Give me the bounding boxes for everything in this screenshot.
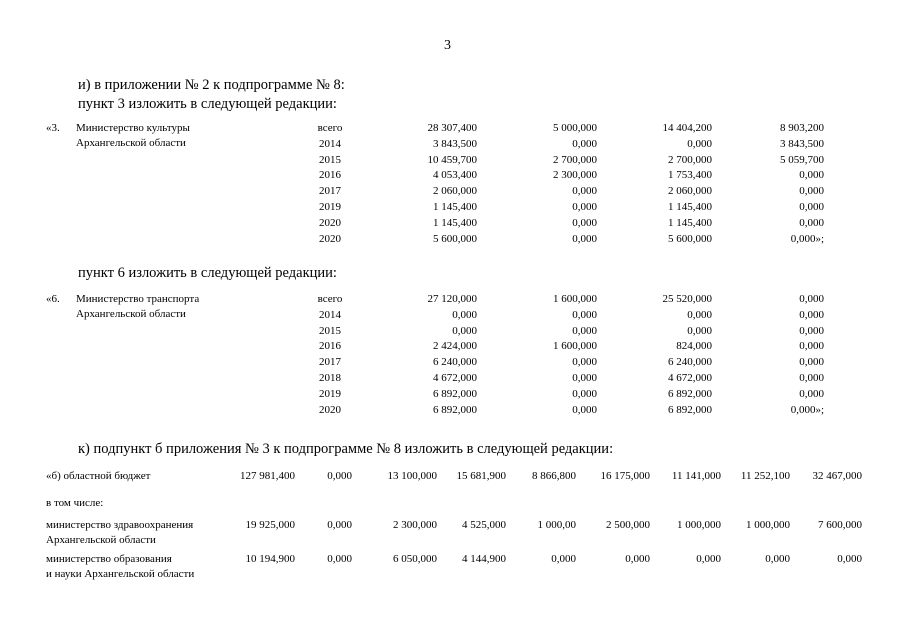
item6-cell-c: 6 240,000 xyxy=(668,356,712,369)
item6-org-line-1: Министерство транспорта xyxy=(76,293,200,305)
item6-cell-d: 0,000 xyxy=(799,324,824,337)
item3-cell-label: 2016 xyxy=(319,169,341,182)
item3-org-line-2: Архангельской области xyxy=(76,137,186,149)
item6-cell-d: 0,000 xyxy=(799,340,824,353)
item3-cell-label: 2015 xyxy=(319,153,341,166)
item3-cell-b: 0,000 xyxy=(572,185,597,198)
education-value: 10 194,900 xyxy=(245,553,295,565)
item3-number: «3. xyxy=(46,122,60,134)
item3-cell-c: 1 145,400 xyxy=(668,201,712,213)
item6-cell-a: 0,000 xyxy=(452,324,477,337)
item6-cell-label: 2019 xyxy=(319,387,341,400)
budget-value: 11 141,000 xyxy=(671,470,721,482)
item3-cell-label: 2019 xyxy=(319,201,341,213)
item6-cell-a: 6 240,000 xyxy=(433,356,477,369)
item3-cell-b: 0,000 xyxy=(572,232,597,245)
item6-cell-b: 0,000 xyxy=(572,324,597,337)
item6-cell-c: 6 892,000 xyxy=(668,387,712,400)
budget-value: 32 467,000 xyxy=(812,470,862,482)
item6-cell-a: 0,000 xyxy=(452,308,477,321)
item6-cell-d: 0,000»; xyxy=(790,403,824,416)
item3-cell-label: 2020 xyxy=(319,232,341,245)
budget-value: 15 681,900 xyxy=(456,470,506,482)
item3-cell-d: 0,000 xyxy=(799,169,824,182)
item3-cell-label: 2014 xyxy=(319,137,341,150)
education-ministry-line-1: министерство образования xyxy=(46,553,172,565)
item6-org-line-2: Архангельской области xyxy=(76,308,186,320)
item6-cell-d: 0,000 xyxy=(799,293,824,305)
item6-cell-c: 25 520,000 xyxy=(662,293,712,305)
item3-cell-a: 5 600,000 xyxy=(433,232,477,245)
item3-cell-label: 2017 xyxy=(319,185,341,198)
health-value: 2 500,000 xyxy=(606,519,650,531)
item6-cell-c: 0,000 xyxy=(687,324,712,337)
health-value: 19 925,000 xyxy=(245,519,295,531)
item3-cell-b: 2 300,000 xyxy=(553,169,597,182)
item6-cell-b: 0,000 xyxy=(572,308,597,321)
point6-heading: пункт 6 изложить в следующей редакции: xyxy=(78,265,337,281)
item3-cell-c: 2 060,000 xyxy=(668,185,712,198)
item6-cell-label: 2016 xyxy=(319,340,341,353)
health-ministry-line-1: министерство здравоохранения xyxy=(46,519,194,531)
item3-cell-d: 0,000»; xyxy=(790,232,824,245)
item6-cell-d: 0,000 xyxy=(799,372,824,384)
item3-cell-b: 2 700,000 xyxy=(553,153,597,166)
education-ministry-line-2: и науки Архангельской области xyxy=(46,568,195,580)
item3-cell-a: 10 459,700 xyxy=(427,153,477,166)
education-value: 0,000 xyxy=(765,553,790,565)
health-value: 1 000,00 xyxy=(537,519,576,531)
item6-cell-b: 0,000 xyxy=(572,372,597,384)
item6-cell-label: 2017 xyxy=(319,356,341,369)
item6-cell-c: 824,000 xyxy=(676,340,712,353)
budget-value: 8 866,800 xyxy=(532,470,576,482)
item3-cell-d: 8 903,200 xyxy=(780,122,824,134)
budget-label: «б) областной бюджет xyxy=(46,470,151,482)
health-value: 1 000,000 xyxy=(677,519,721,531)
item3-org-line-1: Министерство культуры xyxy=(76,122,190,134)
item6-cell-b: 1 600,000 xyxy=(553,293,597,305)
health-value: 2 300,000 xyxy=(393,519,437,531)
item3-cell-c: 2 700,000 xyxy=(668,153,712,166)
item6-cell-b: 0,000 xyxy=(572,356,597,369)
budget-value: 16 175,000 xyxy=(600,470,650,482)
budget-value: 13 100,000 xyxy=(387,470,437,482)
education-value: 4 144,900 xyxy=(462,553,506,565)
budget-value: 127 981,400 xyxy=(240,470,295,482)
education-value: 6 050,000 xyxy=(393,553,437,565)
item3-cell-label: всего xyxy=(317,122,343,134)
health-value: 4 525,000 xyxy=(462,519,506,531)
item3-cell-c: 14 404,200 xyxy=(662,122,712,134)
education-value: 0,000 xyxy=(696,553,721,565)
item6-cell-a: 2 424,000 xyxy=(433,340,477,353)
education-value: 0,000 xyxy=(551,553,576,565)
item6-cell-d: 0,000 xyxy=(799,387,824,400)
section-k-heading: к) подпункт б приложения № 3 к подпрограмме № 8 изложить в следующей редакции: xyxy=(78,441,614,457)
item3-cell-b: 0,000 xyxy=(572,137,597,150)
item6-cell-label: 2014 xyxy=(319,308,341,321)
intro-line-1: и) в приложении № 2 к подпрограмме № 8: xyxy=(78,77,345,93)
item3-cell-d: 5 059,700 xyxy=(780,153,824,166)
item6-cell-label: 2018 xyxy=(319,372,341,384)
item6-cell-label: 2015 xyxy=(319,324,341,337)
item6-cell-c: 0,000 xyxy=(687,308,712,321)
incl-label: в том числе: xyxy=(46,497,104,509)
item3-cell-a: 1 145,400 xyxy=(433,201,477,213)
item6-cell-d: 0,000 xyxy=(799,308,824,321)
item3-cell-a: 1 145,400 xyxy=(433,216,477,229)
item3-cell-d: 0,000 xyxy=(799,216,824,229)
health-ministry-line-2: Архангельской области xyxy=(46,534,156,546)
item6-cell-a: 4 672,000 xyxy=(433,372,477,384)
item3-cell-label: 2020 xyxy=(319,216,341,229)
item6-cell-b: 0,000 xyxy=(572,387,597,400)
education-value: 0,000 xyxy=(625,553,650,565)
item6-cell-label: 2020 xyxy=(319,403,341,416)
health-value: 0,000 xyxy=(327,519,352,531)
item3-cell-d: 3 843,500 xyxy=(780,137,824,150)
budget-value: 0,000 xyxy=(327,470,352,482)
item3-cell-d: 0,000 xyxy=(799,201,824,213)
item6-number: «6. xyxy=(46,293,60,305)
item6-cell-c: 4 672,000 xyxy=(668,372,712,384)
item6-cell-d: 0,000 xyxy=(799,356,824,369)
item3-cell-c: 0,000 xyxy=(687,137,712,150)
item6-cell-a: 6 892,000 xyxy=(433,403,477,416)
health-value: 7 600,000 xyxy=(818,519,862,531)
item3-cell-c: 5 600,000 xyxy=(668,232,712,245)
item3-cell-a: 4 053,400 xyxy=(433,169,477,182)
item6-cell-b: 0,000 xyxy=(572,403,597,416)
item3-cell-a: 3 843,500 xyxy=(433,137,477,150)
item6-cell-c: 6 892,000 xyxy=(668,403,712,416)
item3-cell-b: 0,000 xyxy=(572,201,597,213)
education-value: 0,000 xyxy=(837,553,862,565)
item3-cell-b: 5 000,000 xyxy=(553,122,597,134)
item3-cell-d: 0,000 xyxy=(799,185,824,198)
budget-value: 11 252,100 xyxy=(740,470,790,482)
item3-cell-a: 2 060,000 xyxy=(433,185,477,198)
item6-cell-a: 6 892,000 xyxy=(433,387,477,400)
intro-line-2: пункт 3 изложить в следующей редакции: xyxy=(78,96,337,112)
item6-cell-label: всего xyxy=(317,293,343,305)
item3-cell-c: 1 145,400 xyxy=(668,216,712,229)
item3-cell-a: 28 307,400 xyxy=(427,122,477,134)
item6-cell-b: 1 600,000 xyxy=(553,340,597,353)
item3-cell-c: 1 753,400 xyxy=(668,169,712,182)
page-number: 3 xyxy=(444,38,451,53)
item3-cell-b: 0,000 xyxy=(572,216,597,229)
health-value: 1 000,000 xyxy=(746,519,790,531)
education-value: 0,000 xyxy=(327,553,352,565)
item6-cell-a: 27 120,000 xyxy=(427,293,477,305)
